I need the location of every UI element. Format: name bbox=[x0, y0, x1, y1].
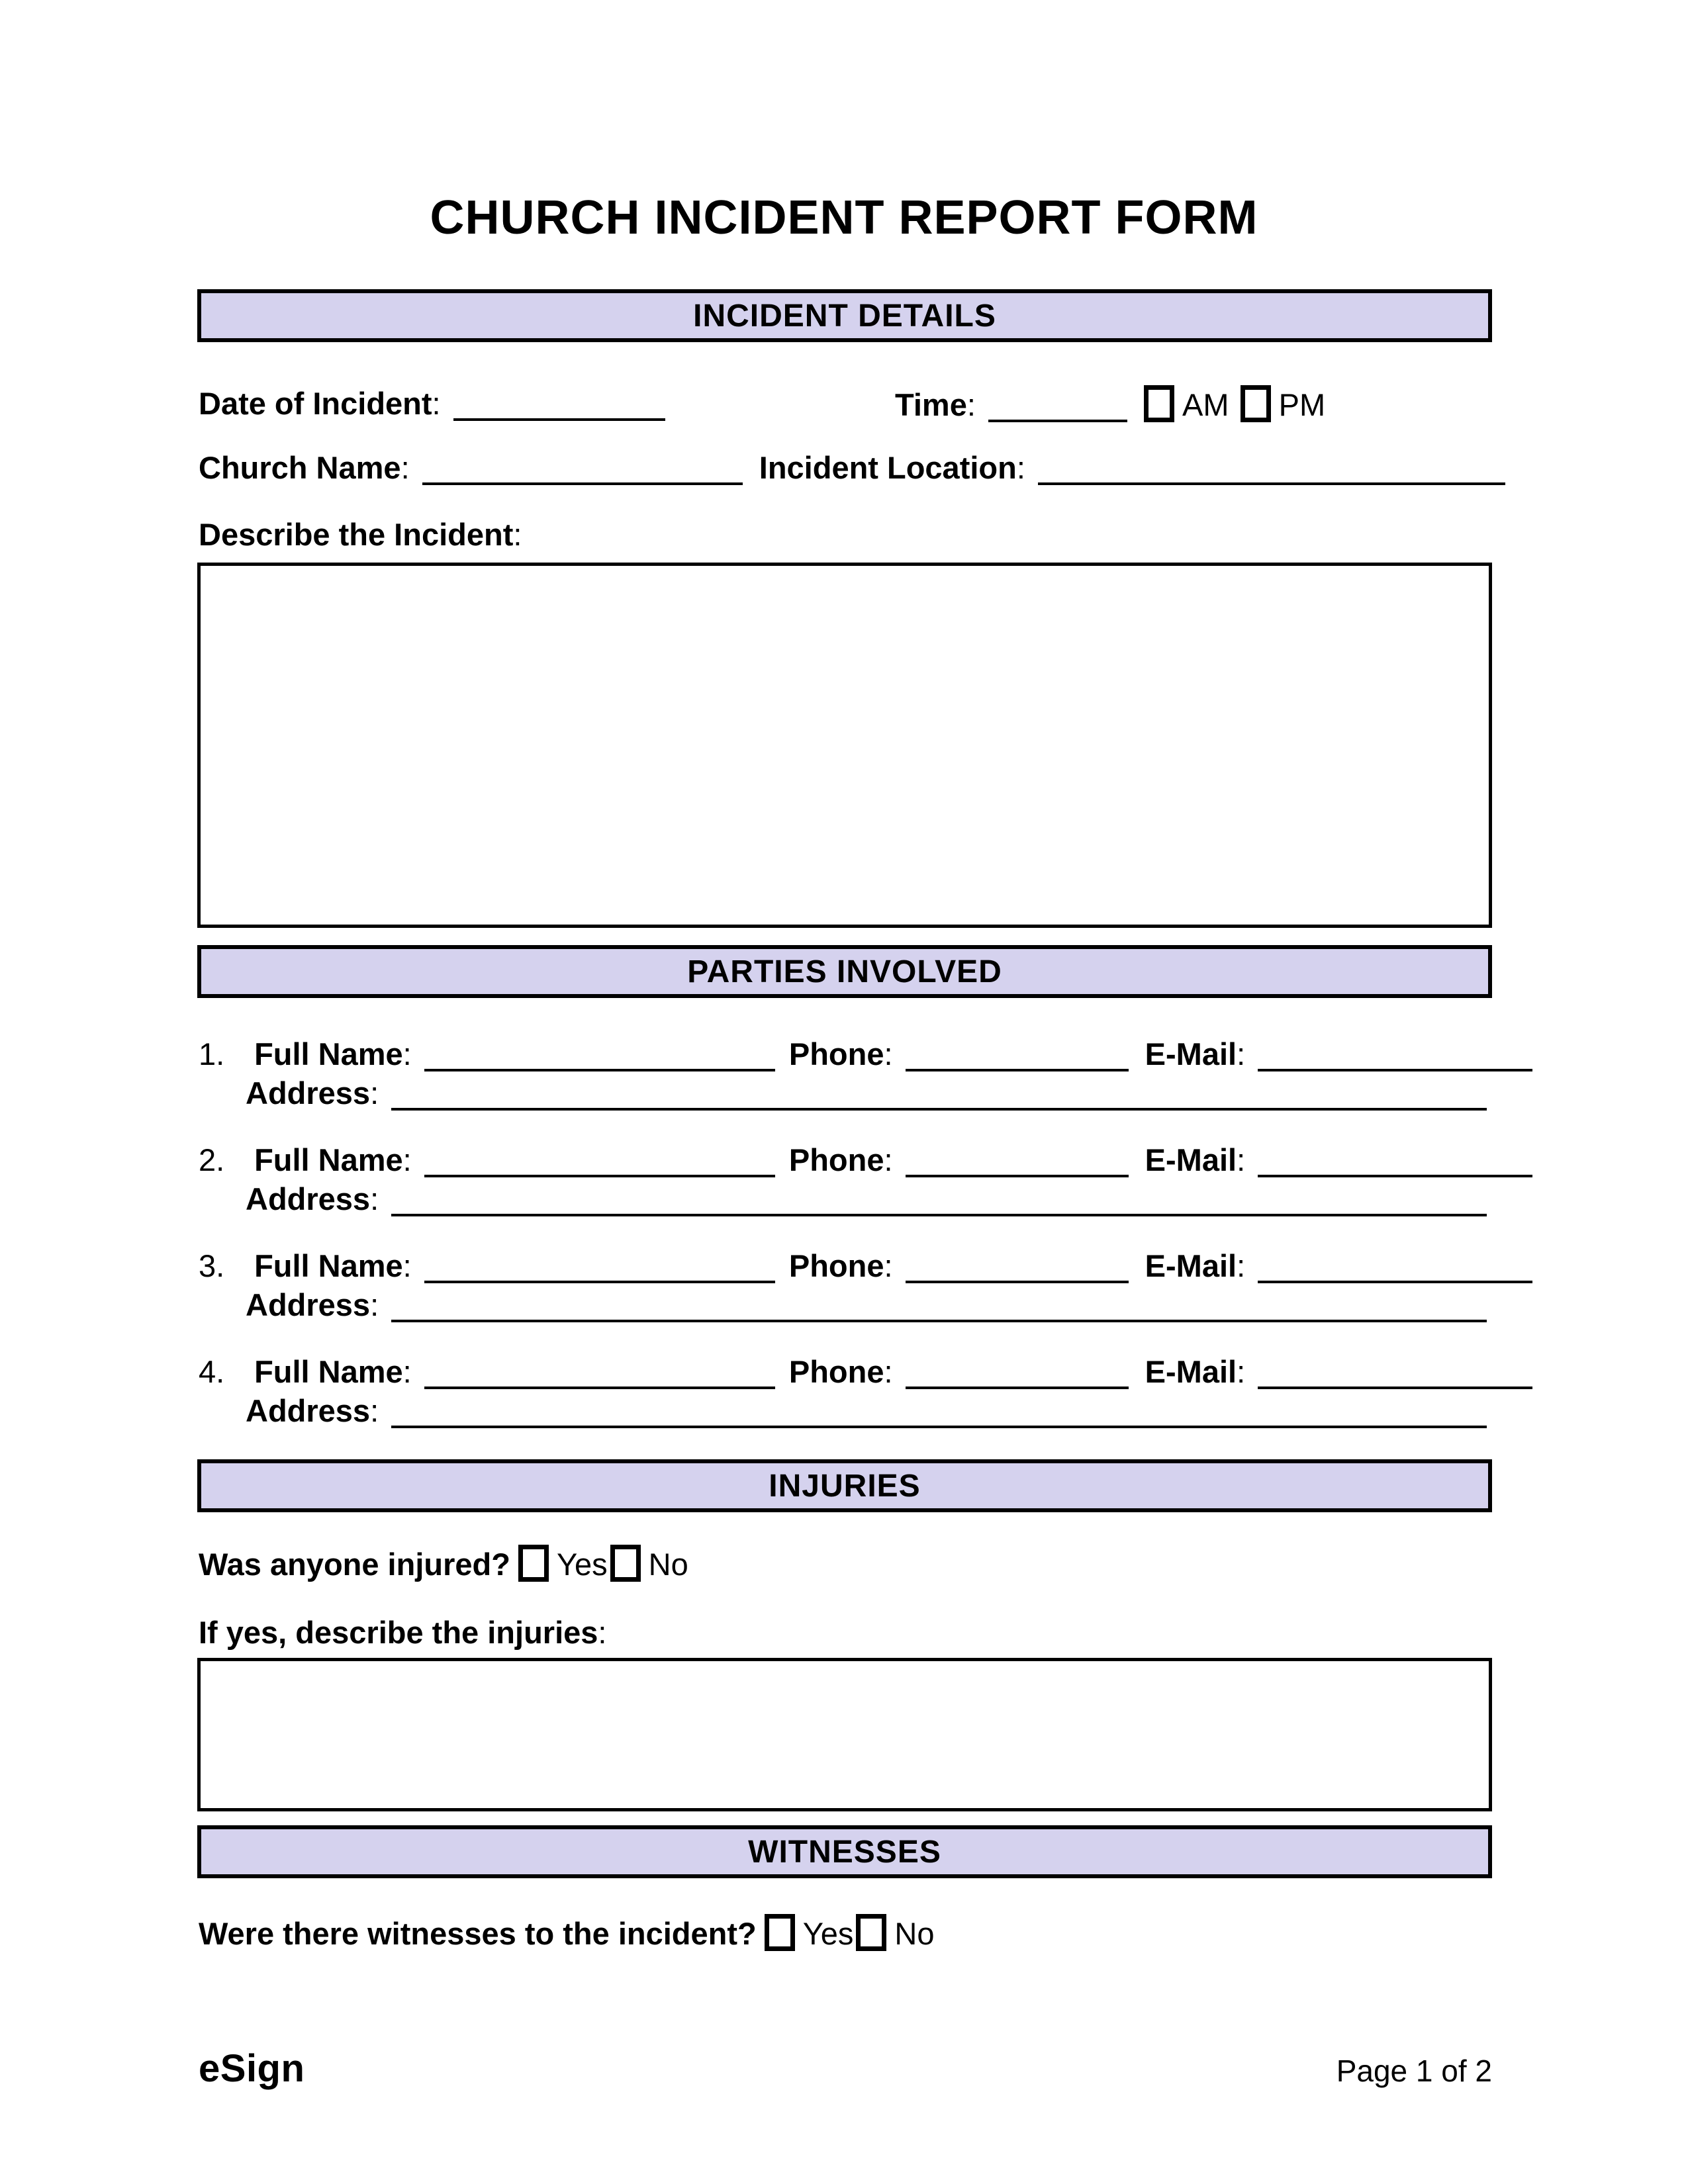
party-block bbox=[199, 1036, 1492, 1115]
witnesses-question-row bbox=[199, 1914, 1492, 1952]
party-address-row: Address: bbox=[246, 1075, 1492, 1112]
address-label: Address bbox=[246, 1075, 371, 1111]
describe-incident-label: Describe the Incident bbox=[199, 517, 514, 552]
describe-injuries-label-row: If yes, describe the injuries: bbox=[199, 1615, 607, 1650]
address-label: Address bbox=[246, 1287, 371, 1322]
party-number: 3. bbox=[199, 1248, 225, 1283]
party-phone-field[interactable] bbox=[906, 1175, 1129, 1177]
injured-yes-label: Yes bbox=[556, 1547, 608, 1582]
pm-label: PM bbox=[1278, 387, 1326, 422]
party-phone-field[interactable] bbox=[906, 1069, 1129, 1071]
time-label: Time bbox=[895, 387, 967, 422]
describe-incident-textbox[interactable] bbox=[197, 563, 1492, 928]
section-header-injuries bbox=[197, 1459, 1492, 1512]
section-header-incident-details bbox=[197, 289, 1492, 342]
party-full-name-field[interactable] bbox=[424, 1281, 775, 1283]
incident-location-field[interactable] bbox=[1038, 482, 1505, 485]
party-main-row: 2. Full Name: Phone: E-Mail: bbox=[199, 1142, 1492, 1179]
party-address-row: Address: bbox=[246, 1287, 1492, 1324]
party-phone-field[interactable] bbox=[906, 1387, 1129, 1389]
witness-no-label: No bbox=[894, 1916, 935, 1951]
injured-no-checkbox[interactable] bbox=[610, 1545, 641, 1582]
date-of-incident-label: Date of Incident bbox=[199, 386, 432, 421]
injured-yes-checkbox[interactable] bbox=[518, 1545, 549, 1582]
date-time-row: Date of Incident: Time: AM PM bbox=[199, 386, 1326, 422]
party-address-row: Address: bbox=[246, 1392, 1492, 1430]
section-header-witnesses bbox=[197, 1825, 1492, 1878]
describe-injuries-label: If yes, describe the injuries bbox=[199, 1615, 598, 1650]
party-number: 1. bbox=[199, 1036, 225, 1071]
party-main-row: 3. Full Name: Phone: E-Mail: bbox=[199, 1248, 1492, 1285]
church-name-label: Church Name bbox=[199, 450, 401, 485]
phone-label: Phone bbox=[788, 1248, 884, 1283]
party-block bbox=[199, 1142, 1492, 1221]
address-label: Address bbox=[246, 1393, 371, 1428]
party-number: 2. bbox=[199, 1142, 225, 1177]
describe-incident-label-row: Describe the Incident: bbox=[199, 517, 522, 552]
page-title: CHURCH INCIDENT REPORT FORM bbox=[430, 191, 1258, 244]
party-full-name-field[interactable] bbox=[424, 1069, 775, 1071]
email-label: E-Mail bbox=[1145, 1036, 1237, 1071]
party-main-row: 4. Full Name: Phone: E-Mail: bbox=[199, 1353, 1492, 1390]
party-number: 4. bbox=[199, 1354, 225, 1389]
full-name-label: Full Name bbox=[254, 1248, 403, 1283]
email-label: E-Mail bbox=[1145, 1142, 1237, 1177]
anyone-injured-question: Was anyone injured? bbox=[199, 1547, 510, 1582]
party-email-field[interactable] bbox=[1258, 1069, 1532, 1071]
email-label: E-Mail bbox=[1145, 1354, 1237, 1389]
phone-label: Phone bbox=[788, 1354, 884, 1389]
date-of-incident-field[interactable] bbox=[453, 418, 665, 421]
am-label: AM bbox=[1182, 387, 1229, 422]
party-email-field[interactable] bbox=[1258, 1281, 1532, 1283]
section-header-label: WITNESSES bbox=[748, 1834, 941, 1870]
party-email-field[interactable] bbox=[1258, 1387, 1532, 1389]
phone-label: Phone bbox=[788, 1036, 884, 1071]
party-email-field[interactable] bbox=[1258, 1175, 1532, 1177]
am-checkbox[interactable] bbox=[1144, 385, 1174, 422]
email-label: E-Mail bbox=[1145, 1248, 1237, 1283]
section-header-label: INJURIES bbox=[769, 1468, 921, 1504]
party-full-name-field[interactable] bbox=[424, 1387, 775, 1389]
address-label: Address bbox=[246, 1181, 371, 1216]
party-address-row: Address: bbox=[246, 1181, 1492, 1218]
anyone-injured-row bbox=[199, 1545, 1492, 1583]
full-name-label: Full Name bbox=[254, 1036, 403, 1071]
phone-label: Phone bbox=[788, 1142, 884, 1177]
church-name-field[interactable] bbox=[422, 482, 743, 485]
party-address-field[interactable] bbox=[391, 1108, 1487, 1111]
esign-logo: eSign bbox=[199, 2047, 305, 2090]
witness-no-checkbox[interactable] bbox=[856, 1914, 886, 1951]
incident-location-label: Incident Location bbox=[759, 450, 1017, 485]
full-name-label: Full Name bbox=[254, 1142, 403, 1177]
witness-yes-label: Yes bbox=[802, 1916, 854, 1951]
time-group: Time: AM PM bbox=[895, 385, 1325, 424]
full-name-label: Full Name bbox=[254, 1354, 403, 1389]
section-header-label: INCIDENT DETAILS bbox=[693, 298, 996, 334]
party-phone-field[interactable] bbox=[906, 1281, 1129, 1283]
section-header-parties-involved bbox=[197, 945, 1492, 998]
witness-yes-checkbox[interactable] bbox=[765, 1914, 795, 1951]
church-location-row: Church Name: Incident Location: bbox=[199, 449, 1492, 486]
party-full-name-field[interactable] bbox=[424, 1175, 775, 1177]
time-field[interactable] bbox=[988, 420, 1127, 422]
party-address-field[interactable] bbox=[391, 1214, 1487, 1216]
party-address-field[interactable] bbox=[391, 1320, 1487, 1322]
party-block bbox=[199, 1353, 1492, 1433]
witnesses-question: Were there witnesses to the incident? bbox=[199, 1916, 757, 1951]
describe-injuries-textbox[interactable] bbox=[197, 1658, 1492, 1811]
pm-checkbox[interactable] bbox=[1241, 385, 1271, 422]
party-address-field[interactable] bbox=[391, 1426, 1487, 1428]
injured-no-label: No bbox=[648, 1547, 688, 1582]
page-footer bbox=[199, 2046, 1492, 2091]
party-main-row: 1. Full Name: Phone: E-Mail: bbox=[199, 1036, 1492, 1073]
page-number: Page 1 of 2 bbox=[1336, 2054, 1492, 2088]
section-header-label: PARTIES INVOLVED bbox=[687, 954, 1002, 989]
party-block bbox=[199, 1248, 1492, 1327]
